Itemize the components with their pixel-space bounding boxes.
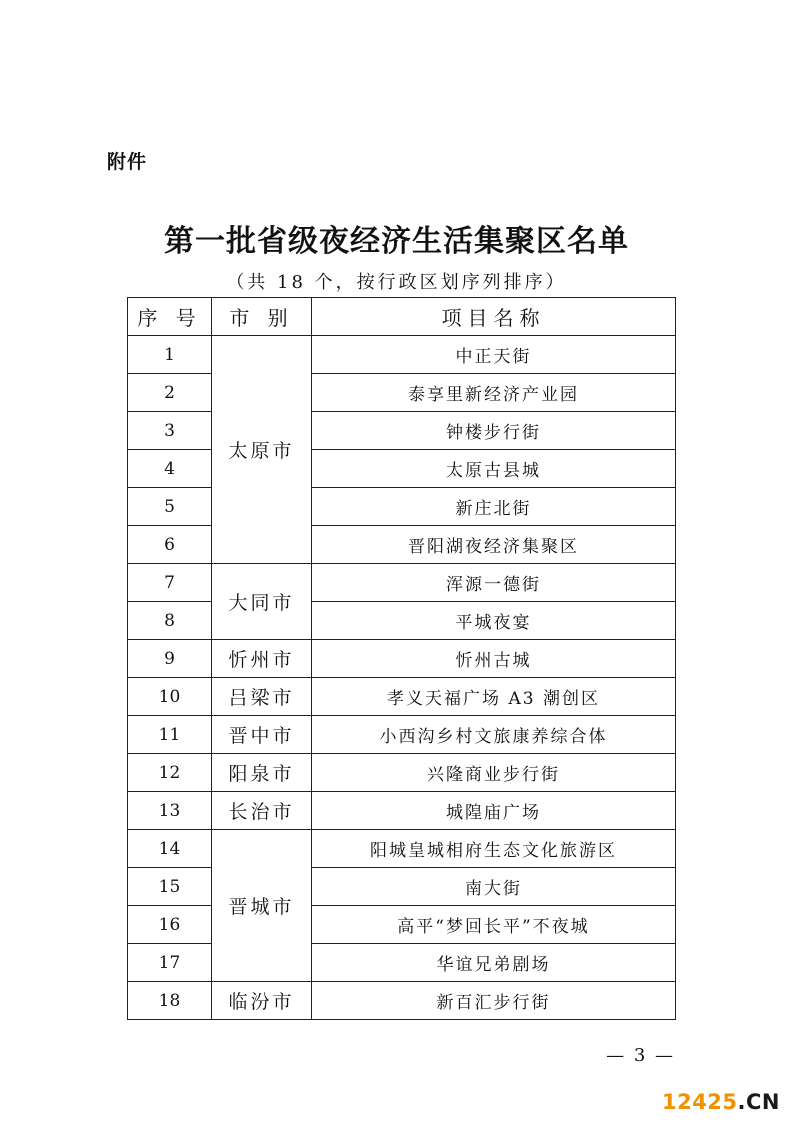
table-row: [128, 678, 676, 716]
row-number: 6: [128, 526, 212, 564]
document-subtitle: （共 18 个，按行政区划序列排序）: [226, 272, 567, 293]
row-number: 17: [128, 944, 212, 982]
row-number: 15: [128, 868, 212, 906]
table-row: [128, 792, 676, 830]
row-number: 1: [128, 336, 212, 374]
table-row: [128, 868, 676, 906]
table-row: [128, 754, 676, 792]
district-list-table: [127, 297, 676, 1020]
table-body: [128, 336, 676, 1020]
project-name: 阳城皇城相府生态文化旅游区: [312, 830, 676, 868]
table-row: [128, 716, 676, 754]
project-name: 忻州古城: [312, 640, 676, 678]
table-row: [128, 374, 676, 412]
project-name: 晋阳湖夜经济集聚区: [312, 526, 676, 564]
project-name: 城隍庙广场: [312, 792, 676, 830]
city-cell: 晋城市: [212, 830, 312, 982]
table-row: [128, 450, 676, 488]
row-number: 12: [128, 754, 212, 792]
row-number: 14: [128, 830, 212, 868]
row-number: 4: [128, 450, 212, 488]
site-watermark: [662, 1090, 780, 1114]
city-cell: 吕梁市: [212, 678, 312, 716]
table-row: [128, 982, 676, 1020]
row-number: 5: [128, 488, 212, 526]
project-name: 钟楼步行街: [312, 412, 676, 450]
row-number: 13: [128, 792, 212, 830]
project-name: 平城夜宴: [312, 602, 676, 640]
project-name: 南大街: [312, 868, 676, 906]
project-name: 高平“梦回长平”不夜城: [312, 906, 676, 944]
column-header-number: 序 号: [128, 298, 212, 336]
document-title: 第一批省级夜经济生活集聚区名单: [164, 224, 629, 259]
project-name: 浑源一德街: [312, 564, 676, 602]
row-number: 2: [128, 374, 212, 412]
column-header-city: 市 别: [212, 298, 312, 336]
row-number: 16: [128, 906, 212, 944]
project-name: 泰享里新经济产业园: [312, 374, 676, 412]
city-cell: 忻州市: [212, 640, 312, 678]
city-cell: 阳泉市: [212, 754, 312, 792]
project-name: 新庄北街: [312, 488, 676, 526]
attachment-label: 附件: [107, 151, 148, 173]
table-header-row: [128, 298, 676, 336]
table-row: [128, 830, 676, 868]
row-number: 7: [128, 564, 212, 602]
table-row: [128, 412, 676, 450]
project-name: 小西沟乡村文旅康养综合体: [312, 716, 676, 754]
watermark-digits: 12425: [661, 1090, 738, 1114]
watermark-tld: .CN: [737, 1090, 780, 1114]
table-row: [128, 602, 676, 640]
city-cell: 晋中市: [212, 716, 312, 754]
row-number: 11: [128, 716, 212, 754]
project-name: 兴隆商业步行街: [312, 754, 676, 792]
city-cell: 临汾市: [212, 982, 312, 1020]
table-row: [128, 526, 676, 564]
project-name: 中正天街: [312, 336, 676, 374]
row-number: 3: [128, 412, 212, 450]
city-cell: 太原市: [212, 336, 312, 564]
city-cell: 长治市: [212, 792, 312, 830]
row-number: 9: [128, 640, 212, 678]
page-number: — 3 —: [606, 1045, 675, 1066]
project-name: 孝义天福广场 A3 潮创区: [312, 678, 676, 716]
project-name: 新百汇步行街: [312, 982, 676, 1020]
table-row: [128, 336, 676, 374]
column-header-project-name: 项目名称: [312, 298, 676, 336]
table-row: [128, 906, 676, 944]
table-row: [128, 640, 676, 678]
city-cell: 大同市: [212, 564, 312, 640]
row-number: 8: [128, 602, 212, 640]
row-number: 18: [128, 982, 212, 1020]
table-row: [128, 488, 676, 526]
table-row: [128, 944, 676, 982]
row-number: 10: [128, 678, 212, 716]
project-name: 太原古县城: [312, 450, 676, 488]
table-row: [128, 564, 676, 602]
project-name: 华谊兄弟剧场: [312, 944, 676, 982]
